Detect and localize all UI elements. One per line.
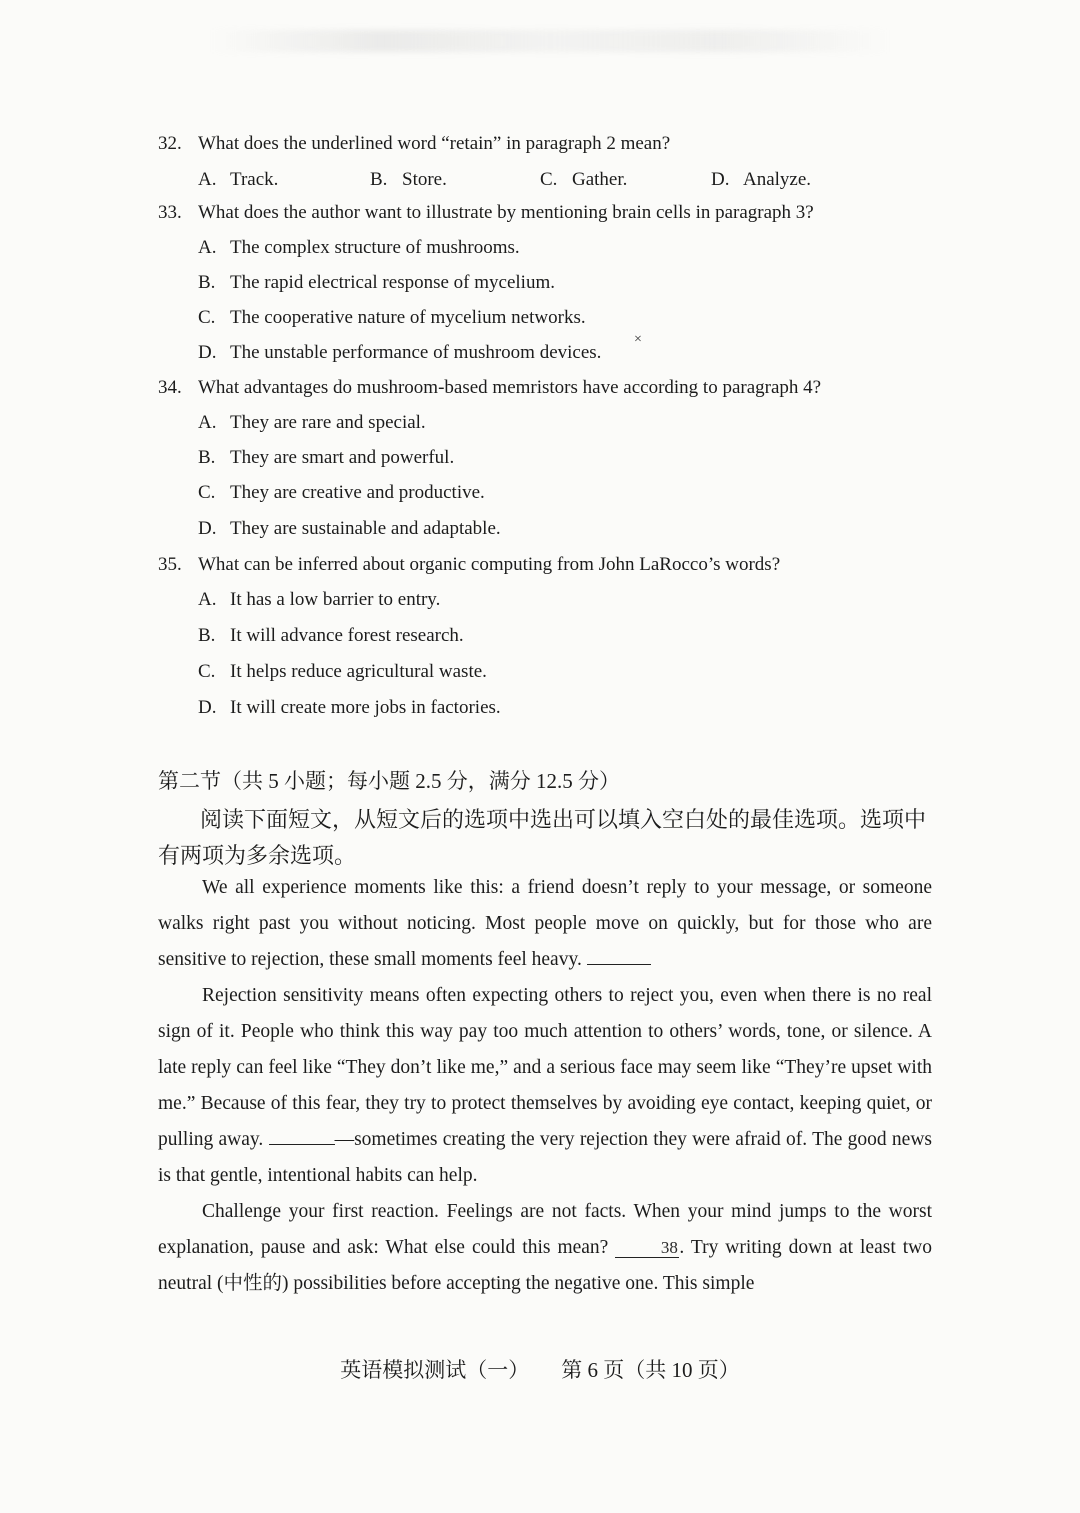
question-34 xyxy=(158,376,918,539)
option-c: C. They are creative and productive. xyxy=(198,482,485,503)
answer-blank-38: 38 xyxy=(615,1239,679,1258)
bleed-through-shadow xyxy=(210,30,890,52)
option-b: B. They are smart and powerful. xyxy=(198,447,455,468)
question-text: What advantages do mushroom-based memristors have according to paragraph 4? xyxy=(198,377,822,398)
question-number: 34. xyxy=(158,377,182,398)
option-a: A. It has a low barrier to entry. xyxy=(198,589,441,610)
question-number: 35. xyxy=(158,554,182,575)
option-d: D. The unstable performance of mushroom devices. xyxy=(198,342,602,363)
answer-blank-37 xyxy=(269,1126,335,1145)
option-a: A. Track. xyxy=(198,169,279,190)
option-b: B. It will advance forest research. xyxy=(198,625,464,646)
section-instructions: 阅读下面短文，从短文后的选项中选出可以填入空白处的最佳选项。选项中有两项为多余选项。 xyxy=(158,807,927,868)
question-35 xyxy=(158,553,918,718)
option-a: A. They are rare and special. xyxy=(198,412,426,433)
option-b: B. The rapid electrical response of mycelium. xyxy=(198,272,555,293)
option-c: C. It helps reduce agricultural waste. xyxy=(198,661,487,682)
pen-mark-icon: × xyxy=(634,332,642,347)
question-32 xyxy=(158,132,918,190)
option-b: B. Store. xyxy=(370,169,447,190)
option-a: A. The complex structure of mushrooms. xyxy=(198,237,520,258)
footer-subject: 英语模拟测试（一） xyxy=(340,1358,530,1382)
passage-paragraph-1: We all experience moments like this: a friend doesn’t reply to your message, or someone walks right past you without noticing. Most people move on quickly, but for those who are sensitive to rejection, these small moments feel heavy. xyxy=(158,877,932,970)
question-stem xyxy=(158,376,918,400)
question-number: 33. xyxy=(158,202,182,223)
question-text: What can be inferred about organic computing from John LaRocco’s words? xyxy=(198,554,781,575)
question-number: 32. xyxy=(158,133,182,154)
passage-paragraph-3: Challenge your first reaction. Feelings are not facts. When your mind jumps to the worst explanation, pause and ask: What else could this mean? 38. Try writing down at least two neutral (中性的) possibilities before accepting the negative one. This simple xyxy=(158,1201,932,1294)
option-d: D. They are sustainable and adaptable. xyxy=(198,518,501,539)
option-c: C. Gather. xyxy=(540,169,628,190)
reading-passage xyxy=(158,870,932,1302)
option-d: D. It will create more jobs in factories. xyxy=(198,697,501,718)
answer-blank-36 xyxy=(587,946,651,965)
question-stem xyxy=(158,201,918,225)
question-text: What does the underlined word “retain” in paragraph 2 mean? xyxy=(198,133,671,154)
footer-page-number: 第 6 页（共 10 页） xyxy=(561,1358,740,1382)
page-footer xyxy=(0,1356,1080,1384)
passage-paragraph-2: Rejection sensitivity means often expecting others to reject you, even when there is no real sign of it. People who think this way pay too much attention to others’ words, tone, or silence. A late reply can feel like “They don’t like me,” and a serious face may seem like “They’re upset with me.” Because of this fear, they try to protect themselves by avoiding eye contact, keeping quiet, or pulling away. —sometimes creating the very rejection they were afraid of. The good news is that gentle, intentional habits can help. xyxy=(158,985,933,1186)
question-stem xyxy=(158,553,918,577)
option-c: C. The cooperative nature of mycelium networks. xyxy=(198,307,586,328)
question-stem xyxy=(158,132,918,156)
question-text: What does the author want to illustrate by mentioning brain cells in paragraph 3? xyxy=(198,202,814,223)
question-33 xyxy=(158,201,918,363)
option-d: D. Analyze. xyxy=(711,169,812,190)
section-title: 第二节（共 5 小题；每小题 2.5 分，满分 12.5 分） xyxy=(158,769,620,793)
